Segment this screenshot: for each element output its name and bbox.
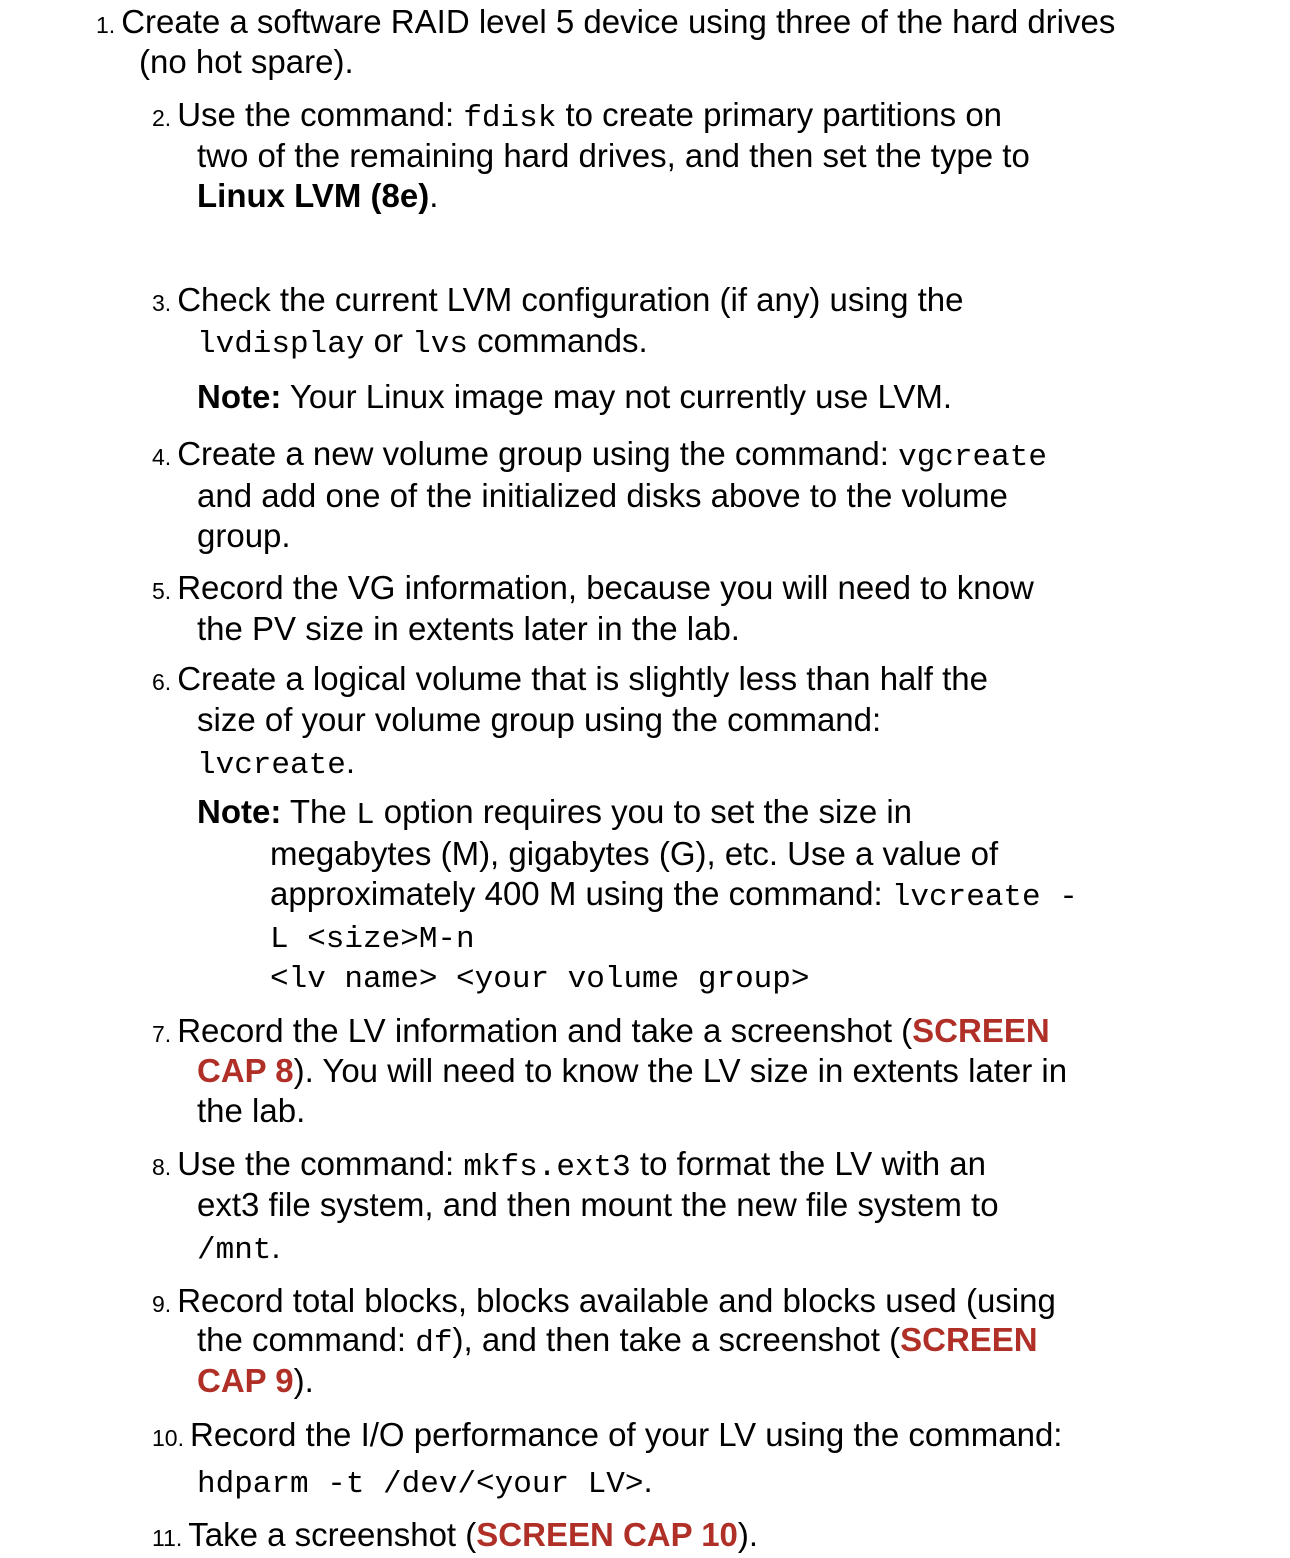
- step-number: 11.: [152, 1525, 183, 1551]
- step-number: 4.: [152, 444, 172, 470]
- step-number: 5.: [152, 578, 172, 604]
- step-number: 2.: [152, 105, 172, 131]
- step-8-line-2: [197, 1185, 999, 1225]
- step-11-line-1: [152, 1515, 758, 1558]
- step-number: 7.: [152, 1021, 172, 1047]
- step-text: (no hot spare).: [139, 43, 354, 80]
- step-text: ).: [737, 1516, 759, 1553]
- step-text: the command:: [197, 1321, 416, 1358]
- step-7-line-2: [197, 1051, 1067, 1091]
- screen-cap-label: CAP 9: [197, 1362, 294, 1399]
- step-text: size of your volume group using the command:: [197, 701, 882, 738]
- partition-type-bold: Linux LVM (8e): [197, 177, 430, 214]
- step-6-line-1: [152, 659, 988, 702]
- step-text: Use the command:: [177, 96, 464, 133]
- step-3-line-2: [197, 321, 648, 365]
- mount-path: /mnt: [197, 1233, 272, 1268]
- step-9-line-3: [197, 1361, 314, 1401]
- step-5-line-2: [197, 609, 740, 649]
- step-2-line-1: [152, 95, 1002, 139]
- step-6-line-3: [197, 742, 355, 786]
- note-text: option requires you to set the size in: [374, 793, 913, 830]
- step-text: Record the VG information, because you will need to know: [177, 569, 1034, 606]
- step-text: Record the LV information and take a screenshot (: [177, 1012, 913, 1049]
- screen-cap-label: SCREEN: [912, 1012, 1050, 1049]
- command-mkfs-ext3: mkfs.ext3: [463, 1150, 631, 1185]
- step-2-line-2: [197, 136, 1030, 176]
- option-L: L: [355, 798, 375, 833]
- step-10-line-2: [197, 1461, 653, 1505]
- command-lvcreate-example-cont: L <size>M-n: [270, 922, 475, 957]
- step-text: ext3 file system, and then mount the new file system to: [197, 1186, 999, 1223]
- step-number: 10.: [152, 1425, 184, 1451]
- step-text: or: [364, 322, 413, 359]
- command-df: df: [415, 1326, 453, 1361]
- step-4-line-3: [197, 516, 291, 556]
- step-number: 9.: [152, 1291, 172, 1317]
- step-4-line-1: [152, 434, 1047, 478]
- step-text: the lab.: [197, 1092, 306, 1129]
- step-6-line-2: [197, 700, 881, 740]
- step-6-note-line-2: [270, 834, 998, 874]
- step-text: ), and then take a screenshot (: [452, 1321, 901, 1358]
- note-text: The: [281, 793, 356, 830]
- step-1-line-1: [96, 2, 1115, 45]
- step-text: Take a screenshot (: [188, 1516, 477, 1553]
- step-6-note-line-4: [270, 916, 475, 960]
- step-text: .: [643, 1462, 653, 1499]
- note-text: Your Linux image may not currently use LVM.: [281, 378, 953, 415]
- step-text: Record total blocks, blocks available and blocks used (using: [177, 1282, 1056, 1319]
- step-number: 3.: [152, 290, 172, 316]
- command-lvcreate-example: lvcreate -: [891, 880, 1078, 915]
- note-text: megabytes (M), gigabytes (G), etc. Use a value of: [270, 835, 999, 872]
- step-text: Use the command:: [177, 1145, 464, 1182]
- command-vgcreate: vgcreate: [898, 440, 1047, 475]
- step-8-line-1: [152, 1144, 986, 1188]
- screen-cap-label: CAP 8: [197, 1052, 294, 1089]
- step-4-line-2: [197, 476, 1008, 516]
- step-number: 1.: [96, 12, 116, 38]
- step-10-line-1: [152, 1415, 1062, 1458]
- step-text: ).: [293, 1362, 314, 1399]
- step-7-line-1: [152, 1011, 1050, 1054]
- step-text: group.: [197, 517, 291, 554]
- step-1-line-2: [139, 42, 354, 82]
- screen-cap-label: SCREEN CAP 10: [476, 1516, 738, 1553]
- step-text: .: [429, 177, 439, 214]
- step-7-line-3: [197, 1091, 305, 1131]
- command-lvcreate: lvcreate: [197, 748, 346, 783]
- step-text: to format the LV with an: [630, 1145, 986, 1182]
- step-text: ). You will need to know the LV size in extents later in: [293, 1052, 1068, 1089]
- step-text: to create primary partitions on: [556, 96, 1003, 133]
- command-fdisk: fdisk: [463, 101, 557, 136]
- step-number: 6.: [152, 669, 172, 695]
- step-text: .: [271, 1228, 281, 1265]
- step-number: 8.: [152, 1154, 172, 1180]
- note-label: Note:: [197, 793, 282, 830]
- command-lvcreate-example-args: <lv name> <your volume group>: [270, 962, 810, 997]
- command-lvs: lvs: [412, 327, 468, 362]
- step-9-line-1: [152, 1281, 1056, 1324]
- step-text: commands.: [467, 322, 648, 359]
- step-5-line-1: [152, 568, 1034, 611]
- step-6-note-line-5: [270, 956, 810, 1000]
- note-text: approximately 400 M using the command:: [270, 875, 892, 912]
- step-3-note: [197, 377, 952, 417]
- step-6-note-line-1: [197, 792, 912, 836]
- step-text: .: [345, 743, 355, 780]
- step-text: two of the remaining hard drives, and then set the type to: [197, 137, 1030, 174]
- step-2-line-3: [197, 176, 438, 216]
- step-text: Record the I/O performance of your LV using the command:: [189, 1416, 1063, 1453]
- step-6-note-line-3: [270, 874, 1078, 918]
- step-text: Create a logical volume that is slightly less than half the: [177, 660, 988, 697]
- screen-cap-label: SCREEN: [900, 1321, 1038, 1358]
- step-text: Check the current LVM configuration (if any) using the: [177, 281, 964, 318]
- command-lvdisplay: lvdisplay: [197, 327, 365, 362]
- step-9-line-2: [197, 1320, 1038, 1364]
- step-text: and add one of the initialized disks above to the volume: [197, 477, 1008, 514]
- step-8-line-3: [197, 1227, 281, 1271]
- step-text: the PV size in extents later in the lab.: [197, 610, 740, 647]
- command-hdparm: hdparm -t /dev/<your LV>: [197, 1467, 644, 1502]
- step-text: Create a software RAID level 5 device using three of the hard drives: [121, 3, 1116, 40]
- note-label: Note:: [197, 378, 282, 415]
- step-3-line-1: [152, 280, 963, 323]
- step-text: Create a new volume group using the command:: [177, 435, 899, 472]
